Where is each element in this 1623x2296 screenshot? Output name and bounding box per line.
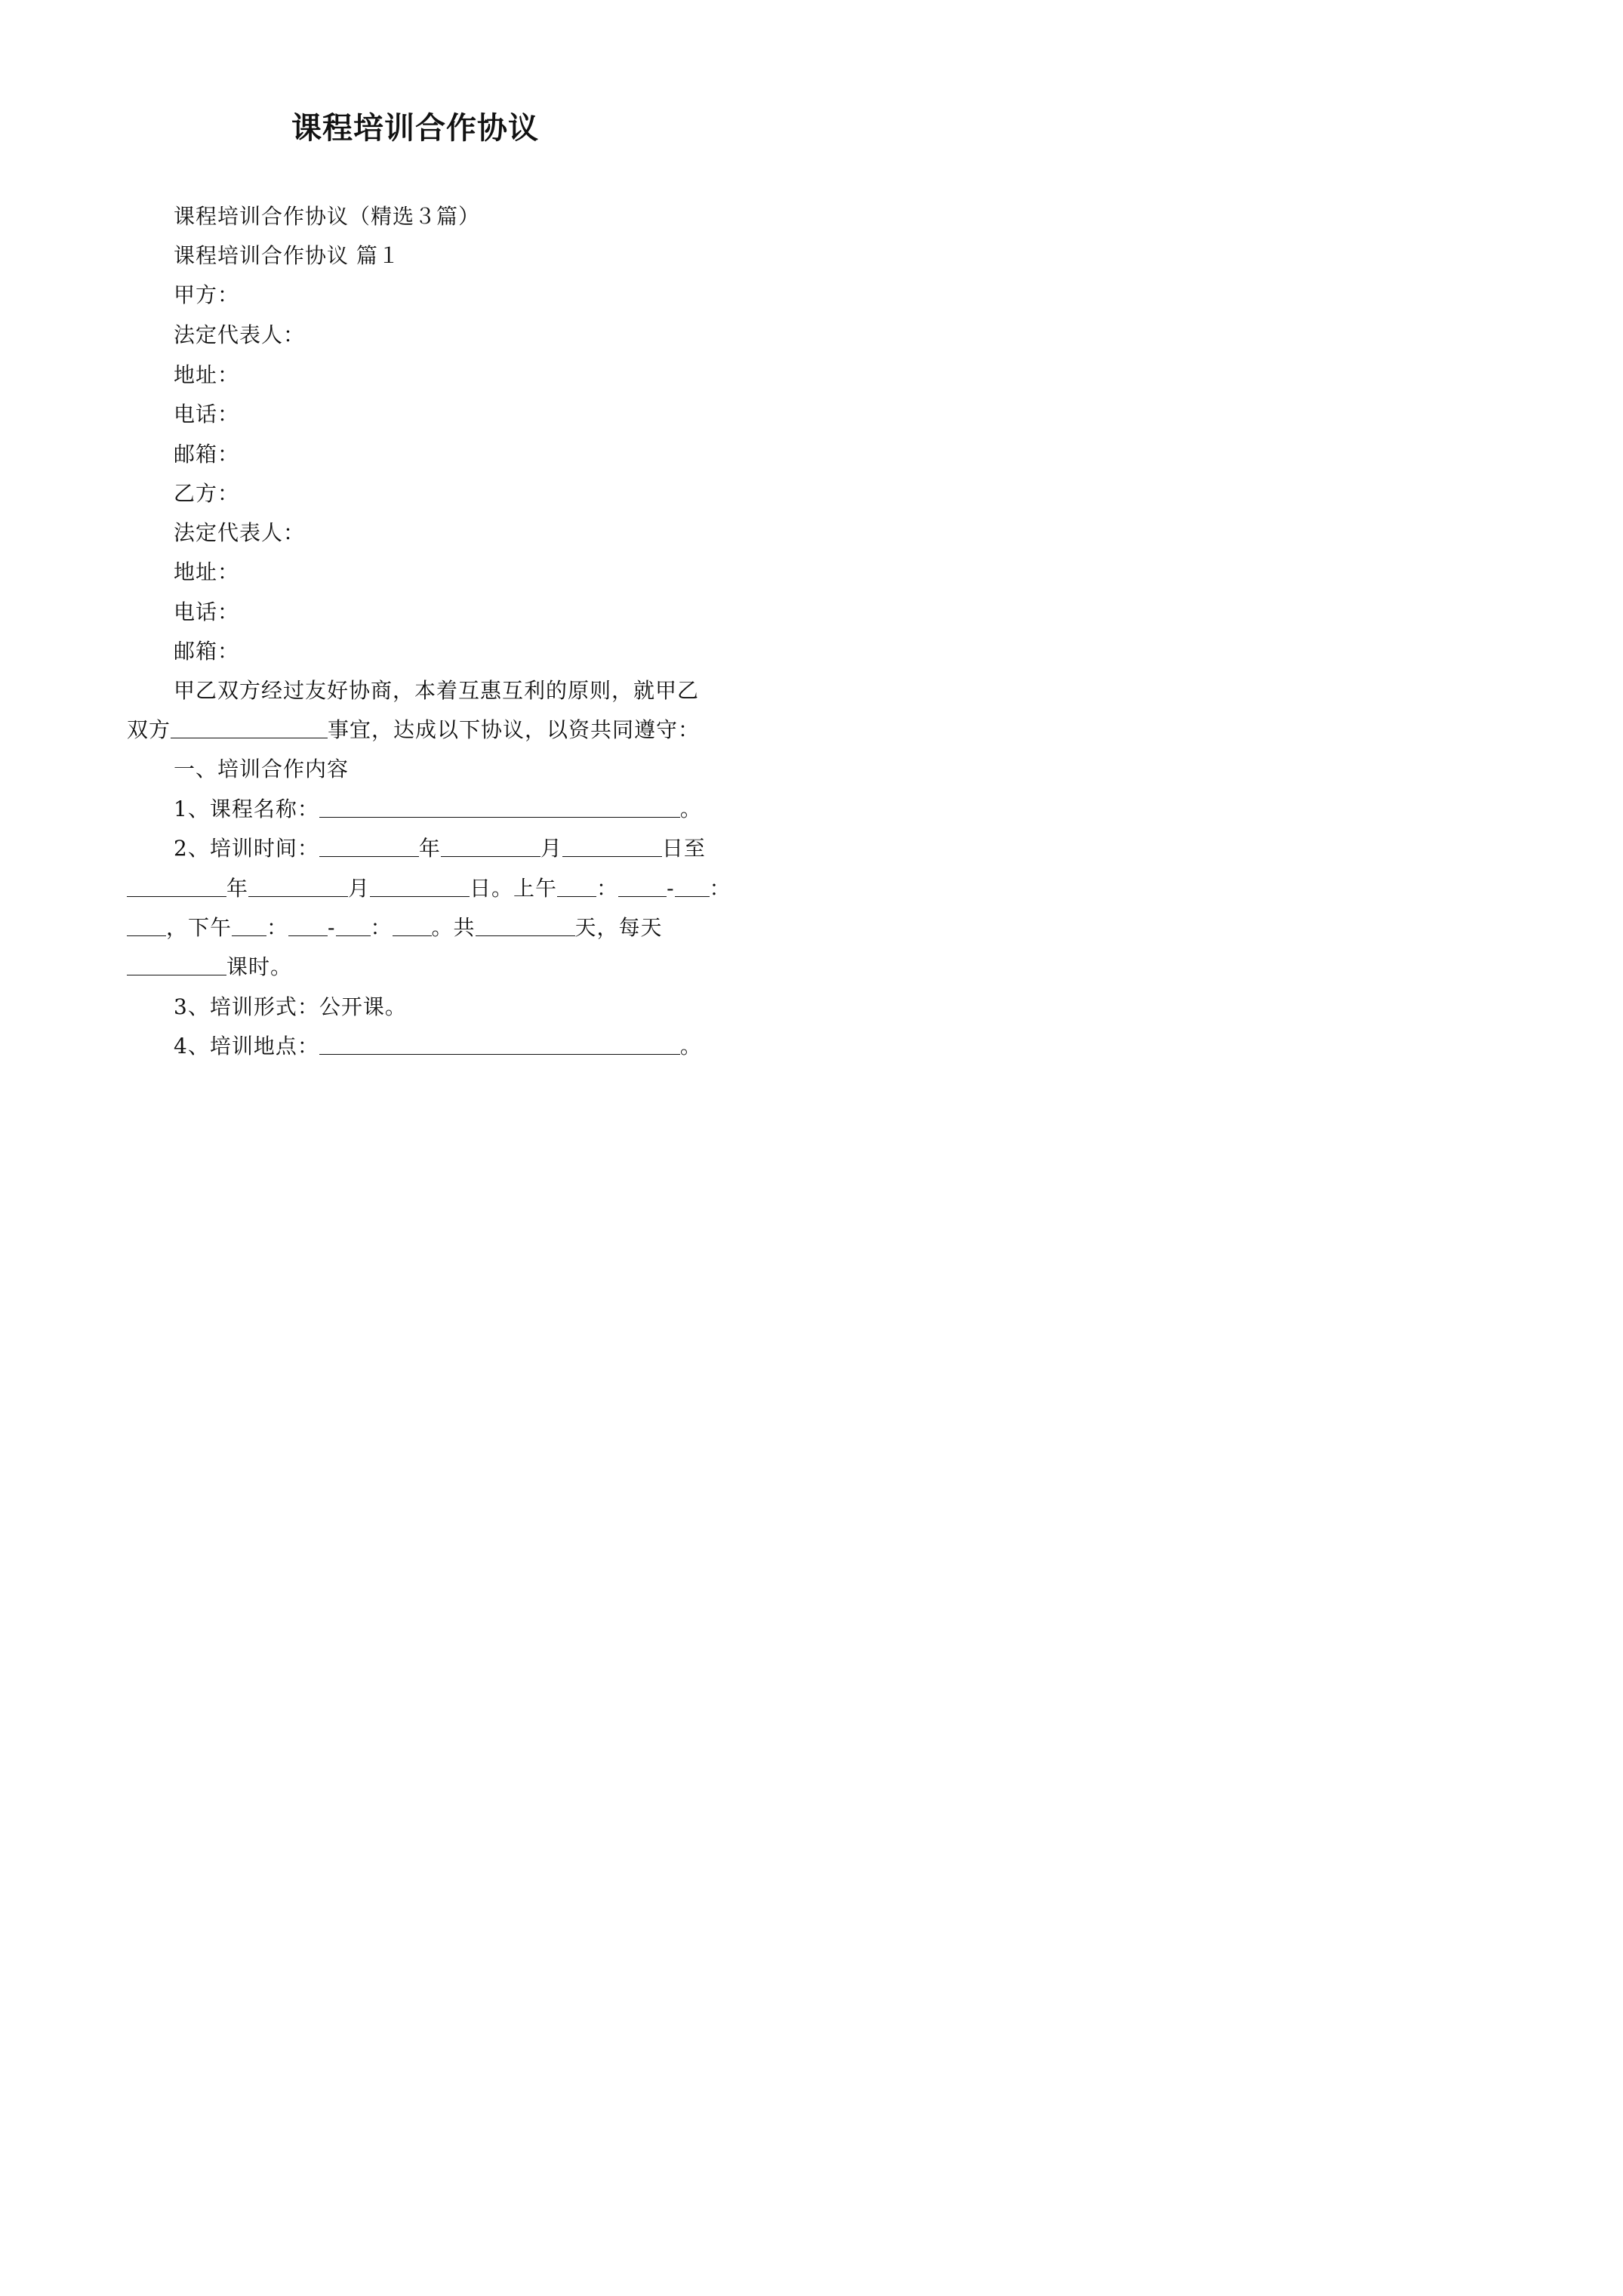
day-am-text: 日。上午 [470, 876, 558, 901]
blank-pm-start-hour [232, 917, 266, 936]
blank-start-month [441, 838, 540, 857]
party-b-phone: 电话： [174, 599, 240, 624]
training-time-line-3 [127, 911, 663, 942]
party-b-address: 地址： [174, 559, 240, 584]
document-page [0, 0, 830, 1175]
training-location-label: 4、培训地点： [174, 1034, 319, 1059]
dash-text: - [667, 876, 675, 901]
party-a-email: 邮箱： [174, 442, 240, 467]
item-end: 。 [679, 797, 702, 821]
course-name-label: 1、课程名称： [174, 797, 319, 821]
section-heading: 课程培训合作协议 篇１ [174, 243, 400, 268]
total-text: 。共 [431, 915, 476, 940]
blank-start-day [562, 838, 662, 857]
blank-end-month [248, 878, 348, 897]
blank-hours-per-day [127, 957, 226, 975]
party-a-label: 甲方： [174, 282, 240, 307]
blank-pm-end-hour [336, 917, 371, 936]
year-text: 年 [226, 876, 249, 901]
colon-text: ： [596, 876, 619, 901]
blank-total-days [476, 917, 575, 936]
intro-text: 双方 [127, 717, 171, 742]
days-each-text: 天，每天 [574, 915, 663, 940]
party-a-phone: 电话： [174, 402, 240, 427]
colon-text: ： [266, 915, 289, 940]
pm-text: ，下午 [166, 915, 233, 940]
party-a-address: 地址： [174, 362, 240, 387]
intro-line-2 [127, 713, 700, 744]
blank-am-end-minute [127, 917, 166, 936]
blank-training-location [319, 1036, 680, 1055]
colon-text: ： [370, 915, 393, 940]
item-course-name [174, 793, 702, 823]
document-title: 课程培训合作协议 [291, 110, 539, 146]
item-training-location [174, 1030, 702, 1060]
intro-text: 事宜，达成以下协议，以资共同遵守： [328, 717, 701, 742]
party-b-email: 邮箱： [174, 639, 240, 664]
blank-start-year [319, 838, 419, 857]
document-subtitle: 课程培训合作协议（精选３篇） [174, 204, 481, 229]
colon-text: ： [709, 876, 731, 901]
blank-pm-end-minute [393, 917, 432, 936]
dash-text: - [328, 915, 336, 940]
blank-am-start-minute [618, 878, 667, 897]
intro-line-1: 甲乙双方经过友好协商，本着互惠互利的原则，就甲乙 [174, 678, 700, 703]
blank-pm-start-minute [288, 917, 328, 936]
party-b-representative: 法定代表人： [174, 520, 306, 545]
training-time-label: 2、培训时间： [174, 836, 319, 861]
month-text: 月 [540, 836, 562, 861]
blank-course-name [319, 799, 680, 818]
item-training-format: 3、培训形式：公开课。 [174, 994, 407, 1019]
party-b-label: 乙方： [174, 481, 240, 506]
training-time-line-4 [127, 951, 292, 981]
training-time-line-2 [127, 872, 731, 902]
item-end: 。 [679, 1034, 702, 1059]
blank-am-end-hour [675, 878, 710, 897]
blank-end-day [370, 878, 470, 897]
blank-end-year [127, 878, 226, 897]
blank-matter [171, 720, 328, 738]
blank-am-start-hour [557, 878, 596, 897]
hours-text: 课时。 [226, 954, 293, 979]
day-to-text: 日至 [661, 836, 706, 861]
heading-training-content: 一、培训合作内容 [174, 757, 350, 781]
party-a-representative: 法定代表人： [174, 322, 306, 347]
item-training-time [174, 832, 706, 862]
month-text: 月 [348, 876, 371, 901]
year-text: 年 [418, 836, 441, 861]
